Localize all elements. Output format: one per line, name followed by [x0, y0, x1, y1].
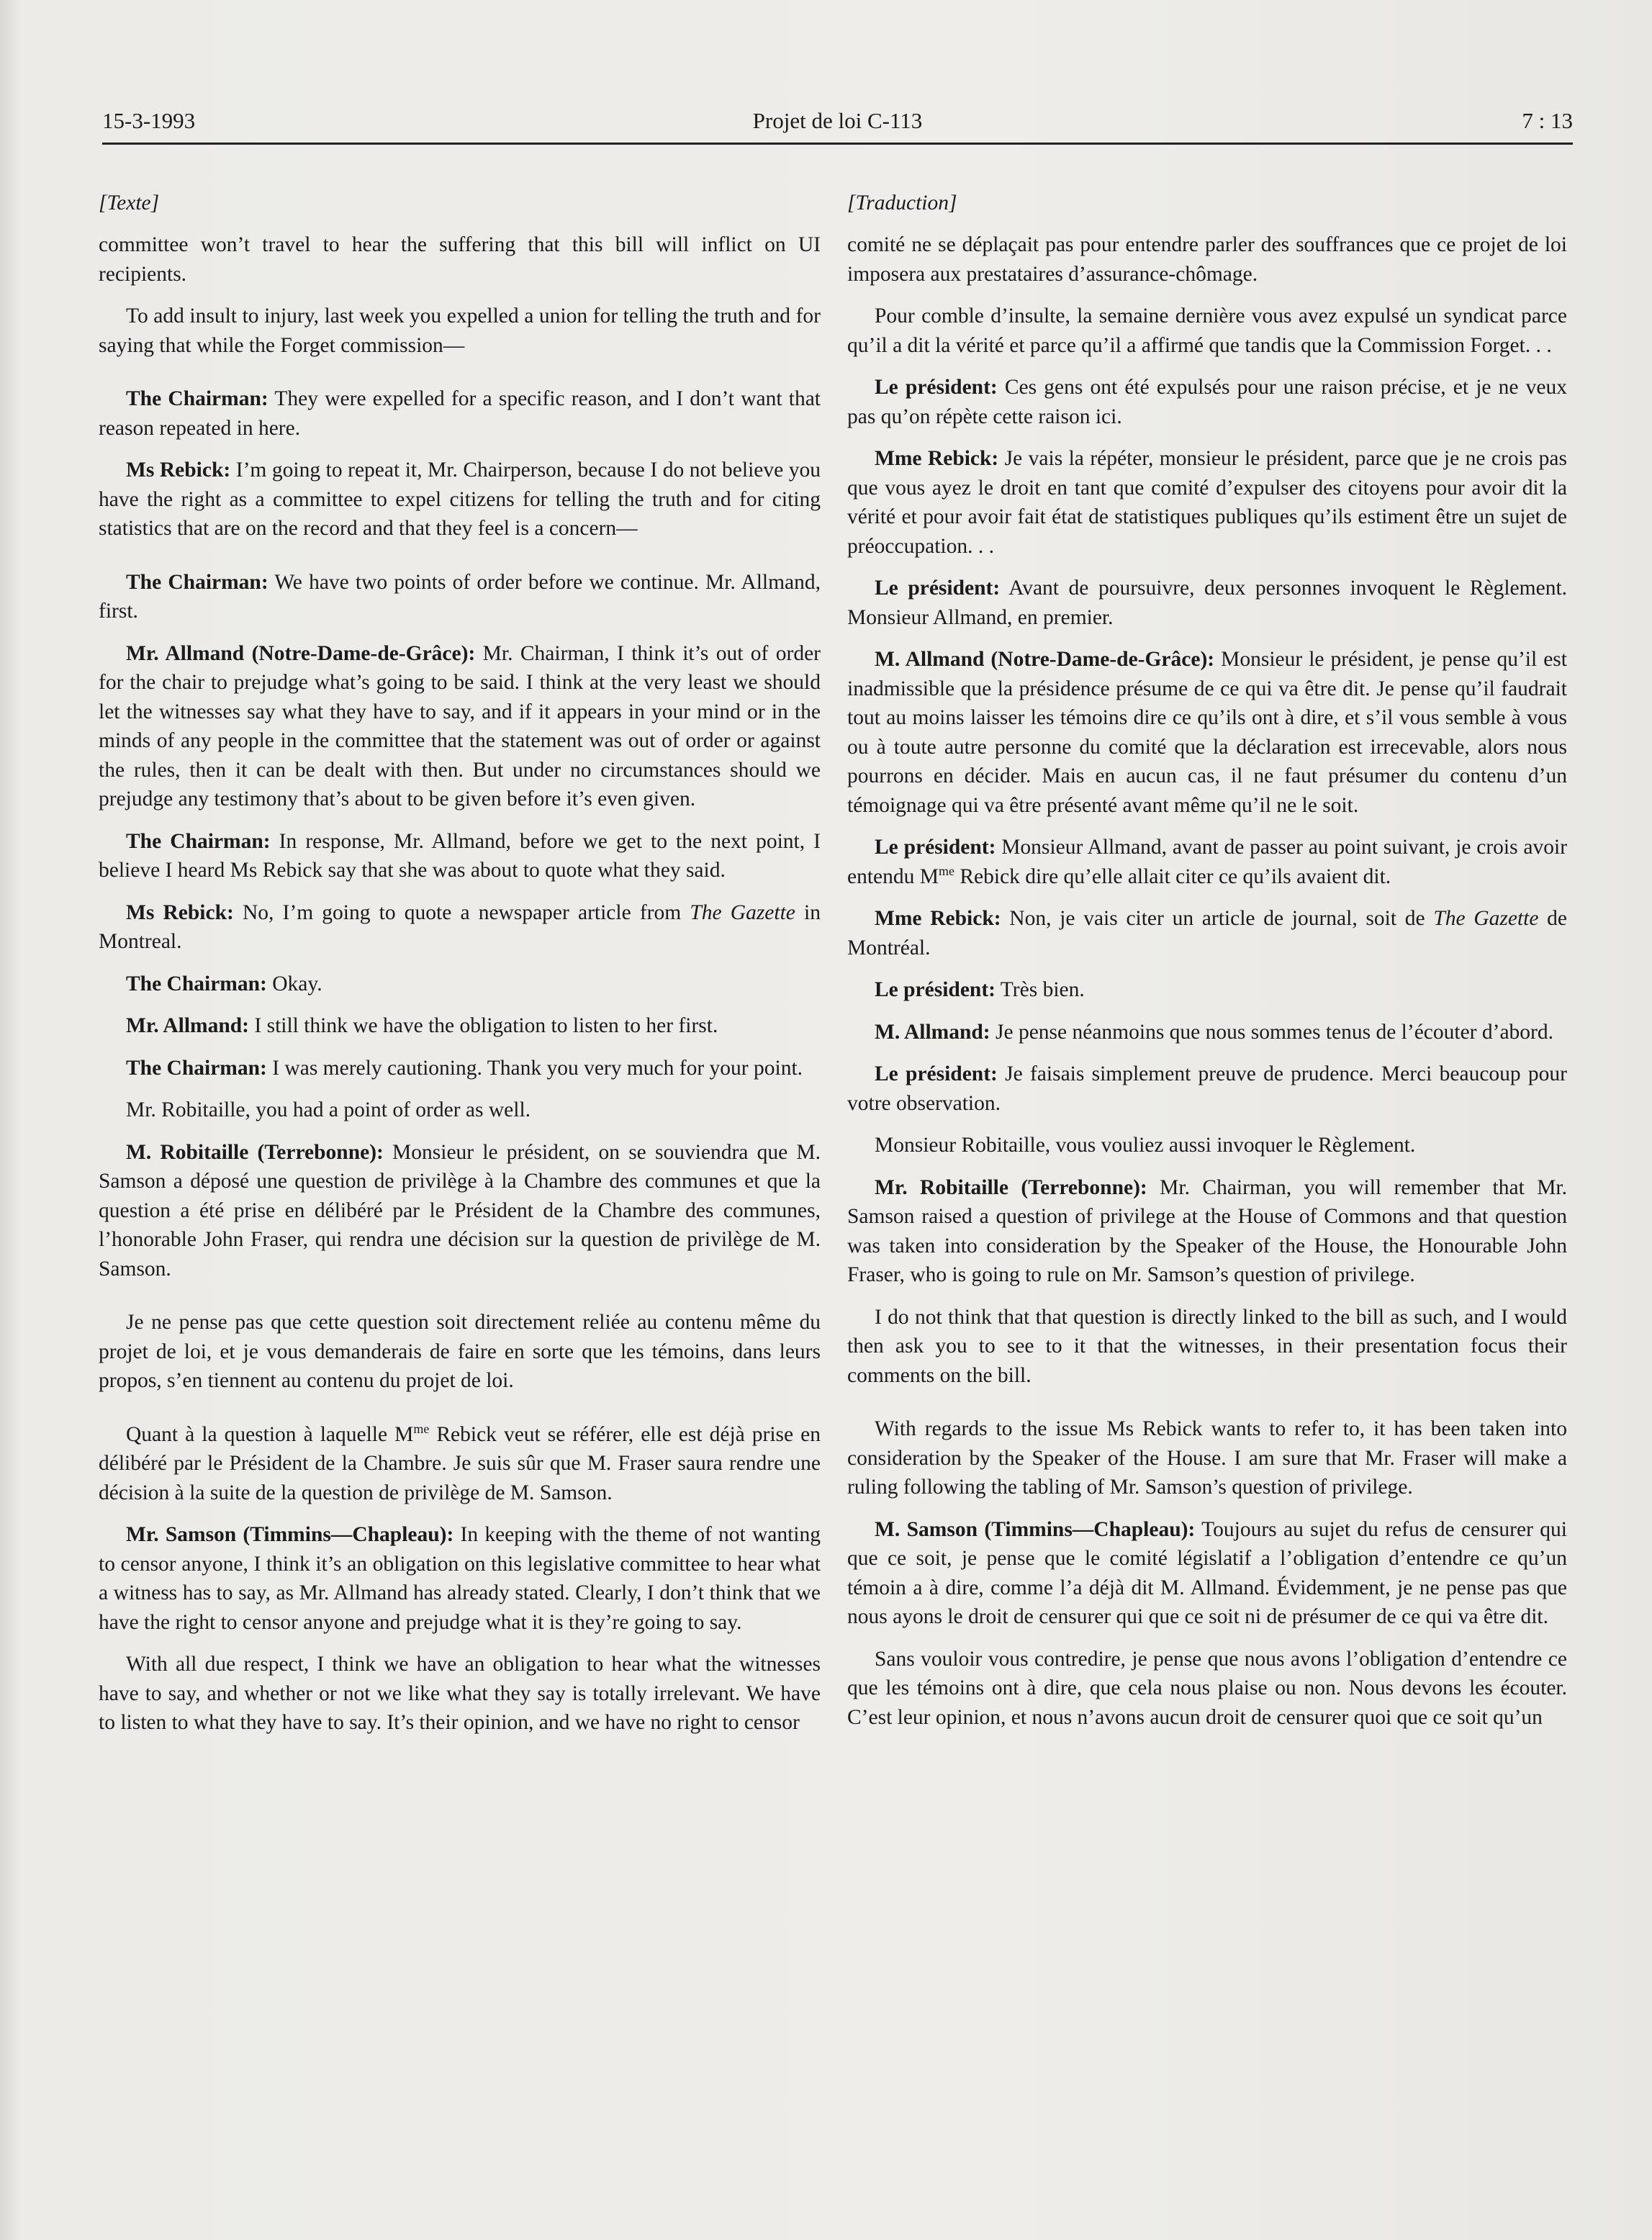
paragraph: To add insult to injury, last week you expelled a union for telling the truth and for saying that while the Forget commission— [99, 304, 821, 357]
paragraph: committee won’t travel to hear the suffering that this bill will inflict on UI recipients. [99, 233, 821, 286]
speaker-name: Le président: [875, 836, 996, 859]
speaker-name: Le président: [875, 577, 1001, 600]
speaker-name: Mme Rebick: [875, 907, 1001, 930]
paragraph [99, 1011, 821, 1041]
speech-text: Rebick veut se référer, elle est déjà prise en délibéré par le Président de la Chambre. Je suis sûr que M. Fraser saura rendre une décision à la suite de la question de privilège de M. Samson. [99, 1422, 821, 1504]
speech-text: Quant à la question à laquelle M [126, 1422, 414, 1446]
paragraph [99, 1138, 821, 1284]
speech-text: Monsieur Allmand, avant de passer au point suivant, je crois avoir entendu M [847, 836, 1568, 888]
paragraph [99, 456, 821, 543]
paragraph: With regards to the issue Ms Rebick wants to refer to, it has been taken into consideration by the Speaker of the House. I am sure that Mr. Fraser will make a ruling following the tabling of Mr. Samson’s question of privilege. [847, 1417, 1567, 1499]
speaker-name: M. Robitaille (Terrebonne): [126, 1140, 384, 1164]
speech-text: Mr. Chairman, you will remember that Mr. Samson raised a question of privilege at the House of Commons and that question was taken into consideration by the Speaker of the House, the Honourable John Fraser, who is going to rule on Mr. Samson’s question of privilege. [847, 1175, 1568, 1286]
header-page-number: 7 : 13 [1522, 108, 1573, 133]
speech-text: No, I’m going to quote a newspaper article from [233, 900, 690, 924]
paragraph: With all due respect, I think we have an obligation to hear what the witnesses have to say, and whether or not we like what they say is totally irrelevant. We have to listen to what they have to say. It’s their opinion, and we have no right to censor [99, 1653, 821, 1734]
publication-title: The Gazette [1433, 907, 1539, 930]
paragraph: Monsieur Robitaille, vous vouliez aussi invoquer le Règlement. [875, 1134, 1416, 1157]
superscript: me [413, 1421, 430, 1436]
paragraph [99, 970, 821, 999]
publication-title: The Gazette [690, 900, 795, 924]
speech-text: We have two points of order before we continue. Mr. Allmand, first. [99, 570, 821, 623]
paragraph [847, 904, 1567, 962]
speaker-name: Le président: [875, 978, 996, 1001]
paragraph [847, 1515, 1567, 1632]
paragraph [847, 833, 1567, 891]
header-title: Projet de loi C-113 [752, 108, 923, 133]
speaker-name: The Chairman: [126, 570, 268, 594]
paragraph [847, 444, 1567, 561]
speaker-name: M. Allmand: [875, 1020, 990, 1044]
paragraph [99, 568, 821, 626]
left-column [99, 189, 821, 1751]
paragraph: Je ne pense pas que cette question soit directement reliée au contenu même du projet de loi, et je vous demanderais de faire en sorte que les témoins, dans leurs propos, s’en tiennent au contenu du projet de loi. [99, 1311, 821, 1392]
right-column [847, 189, 1567, 1745]
paragraph [847, 1060, 1567, 1118]
speaker-name: M. Allmand (Notre-Dame-de-Grâce): [875, 648, 1215, 671]
speech-text: Non, je vais citer un article de journal, soit de [1001, 907, 1434, 930]
speaker-name: Mme Rebick: [875, 447, 999, 470]
paragraph [99, 1520, 821, 1637]
speech-text: I was merely cautioning. Thank you very much for your point. [266, 1056, 803, 1080]
speech-text: I still think we have the obligation to listen to her first. [249, 1014, 718, 1037]
paragraph [847, 1018, 1567, 1047]
paragraph [99, 384, 821, 443]
speech-text: Avant de poursuivre, deux personnes invoquent le Règlement. Monsieur Allmand, en premier. [847, 577, 1568, 629]
speech-text: Je faisais simplement preuve de prudence. Merci beaucoup pour votre observation. [847, 1062, 1568, 1115]
column-label-traduction: [Traduction] [847, 191, 957, 214]
speaker-name: Le président: [875, 376, 998, 399]
speaker-name: The Chairman: [126, 387, 268, 410]
speech-text: I’m going to repeat it, Mr. Chairperson, because I do not believe you have the right as a committee to expel citizens for telling the truth and for citing statistics that are on the record and that they feel is a concern— [99, 459, 821, 540]
paragraph [847, 373, 1567, 431]
paragraph [847, 1173, 1567, 1290]
speaker-name: Le président: [875, 1062, 998, 1085]
speaker-name: Mr. Allmand (Notre-Dame-de-Grâce): [126, 641, 476, 665]
paragraph: Pour comble d’insulte, la semaine dernière vous avez expulsé un syndicat parce qu’il a dit la vérité et parce qu’il a affirmé que tandis que la Commission Forget. . . [847, 304, 1567, 357]
superscript: me [939, 863, 954, 878]
speech-text: In keeping with the theme of not wanting to censor anyone, I think it’s an obligation on this legislative committee to hear what a witness has to say, as Mr. Allmand has already stated. Clearly, I don’t think that we have the right to censor anyone and prejudge what it is they’re going to say. [99, 1523, 821, 1634]
column-label-texte: [Texte] [99, 191, 160, 214]
paragraph [99, 827, 821, 885]
speech-text: Okay. [266, 972, 322, 995]
speech-text: Ces gens ont été expulsés pour une raison précise, et je ne veux pas qu’on répète cette raison ici. [847, 376, 1567, 428]
speaker-name: Ms Rebick: [126, 459, 231, 482]
paragraph: comité ne se déplaçait pas pour entendre parler des souffrances que ce projet de loi imposera aux prestataires d’assurance-chômage. [847, 233, 1567, 286]
paragraph [99, 639, 821, 814]
speech-text: de Montréal. [847, 907, 1568, 959]
paragraph [847, 975, 1567, 1005]
speaker-name: Mr. Allmand: [126, 1014, 250, 1037]
paragraph: Sans vouloir vous contredire, je pense que nous avons l’obligation d’entendre ce que les témoins ont à dire, que cela nous plaise ou non. Nous devons les écouter. C’est leur opinion, et nous n’avons aucun droit de censurer quoi que ce soit qu’un [847, 1647, 1567, 1729]
paragraph [99, 898, 821, 957]
paragraph [99, 1054, 821, 1083]
header-date: 15-3-1993 [102, 108, 196, 133]
speaker-name: The Chairman: [126, 972, 267, 995]
speech-text: Mr. Chairman, I think it’s out of order for the chair to prejudge what’s going to be said. I think at the very least we should let the witnesses say what they have to say, and if it appears in your mind or in the minds of any people in the committee that the statement was out of order or against the rules, then it can be dealt with then. But under no circumstances should we prejudge any testimony that’s about to be given before it’s even given. [99, 641, 821, 810]
speaker-name: The Chairman: [126, 829, 271, 853]
page-header [102, 108, 1573, 145]
speech-text: In response, Mr. Allmand, before we get to the next point, I believe I heard Ms Rebick say that she was about to quote what they said. [99, 829, 821, 882]
speech-text: in Montreal. [99, 900, 821, 953]
speaker-name: Mr. Robitaille (Terrebonne): [875, 1175, 1147, 1199]
paragraph: Mr. Robitaille, you had a point of order as well. [126, 1098, 531, 1121]
speech-text: Je pense néanmoins que nous sommes tenus de l’écouter d’abord. [990, 1020, 1553, 1044]
speech-text: Monsieur le président, on se souviendra que M. Samson a déposé une question de privilège à la Chambre des communes et que la question a été prise en délibéré par le Président de la Chambre des communes, l’honorable John Fraser, qui rendra une décision sur la question de privilège de M. Samson. [99, 1140, 821, 1281]
speech-text: Toujours au sujet du refus de censurer qui que ce soit, je pense que le comité législatif a l’obligation d’entendre ce qu’un témoin a à dire, comme l’a déjà dit M. Allmand. Évidemment, je ne pense pas que nous ayons le droit de censurer qui que ce soit ni de présumer de ce qui va être dit. [847, 1517, 1567, 1628]
speech-text: They were expelled for a specific reason, and I don’t want that reason repeated in here. [99, 387, 821, 440]
paragraph [847, 645, 1567, 820]
paragraph [847, 574, 1567, 632]
paragraph [99, 1420, 821, 1508]
speech-text: Très bien. [995, 978, 1085, 1001]
paragraph: I do not think that that question is directly linked to the bill as such, and I would then ask you to see to it that the witnesses, in their presentation focus their comments on the bill. [847, 1305, 1567, 1387]
speech-text: Monsieur le président, je pense qu’il est inadmissible que la présidence présume de ce qui va être dit. Je pense qu’il faudrait tout au moins laisser les témoins dire ce qu’ils ont à dire, et s’il vous semble à vous ou à toute autre personne du comité que la déclaration est irrecevable, alors nous pourrons en décider. Mais en aucun cas, il ne faut présumer du contenu d’un témoignage qui va être présenté avant même qu’il ne le soit. [847, 648, 1567, 817]
speaker-name: Mr. Samson (Timmins—Chapleau): [126, 1523, 454, 1546]
speaker-name: M. Samson (Timmins—Chapleau): [875, 1517, 1196, 1541]
speech-text: Je vais la répéter, monsieur le président, parce que je ne crois pas que vous ayez le droit en tant que comité d’expulser des citoyens pour avoir dit la vérité et pour avoir fait état de statistiques publiques qu’ils estiment être un sujet de préoccupation. . . [847, 447, 1567, 558]
speech-text: Rebick dire qu’elle allait citer ce qu’ils avaient dit. [954, 864, 1391, 888]
speaker-name: The Chairman: [126, 1056, 267, 1080]
speaker-name: Ms Rebick: [126, 900, 234, 924]
